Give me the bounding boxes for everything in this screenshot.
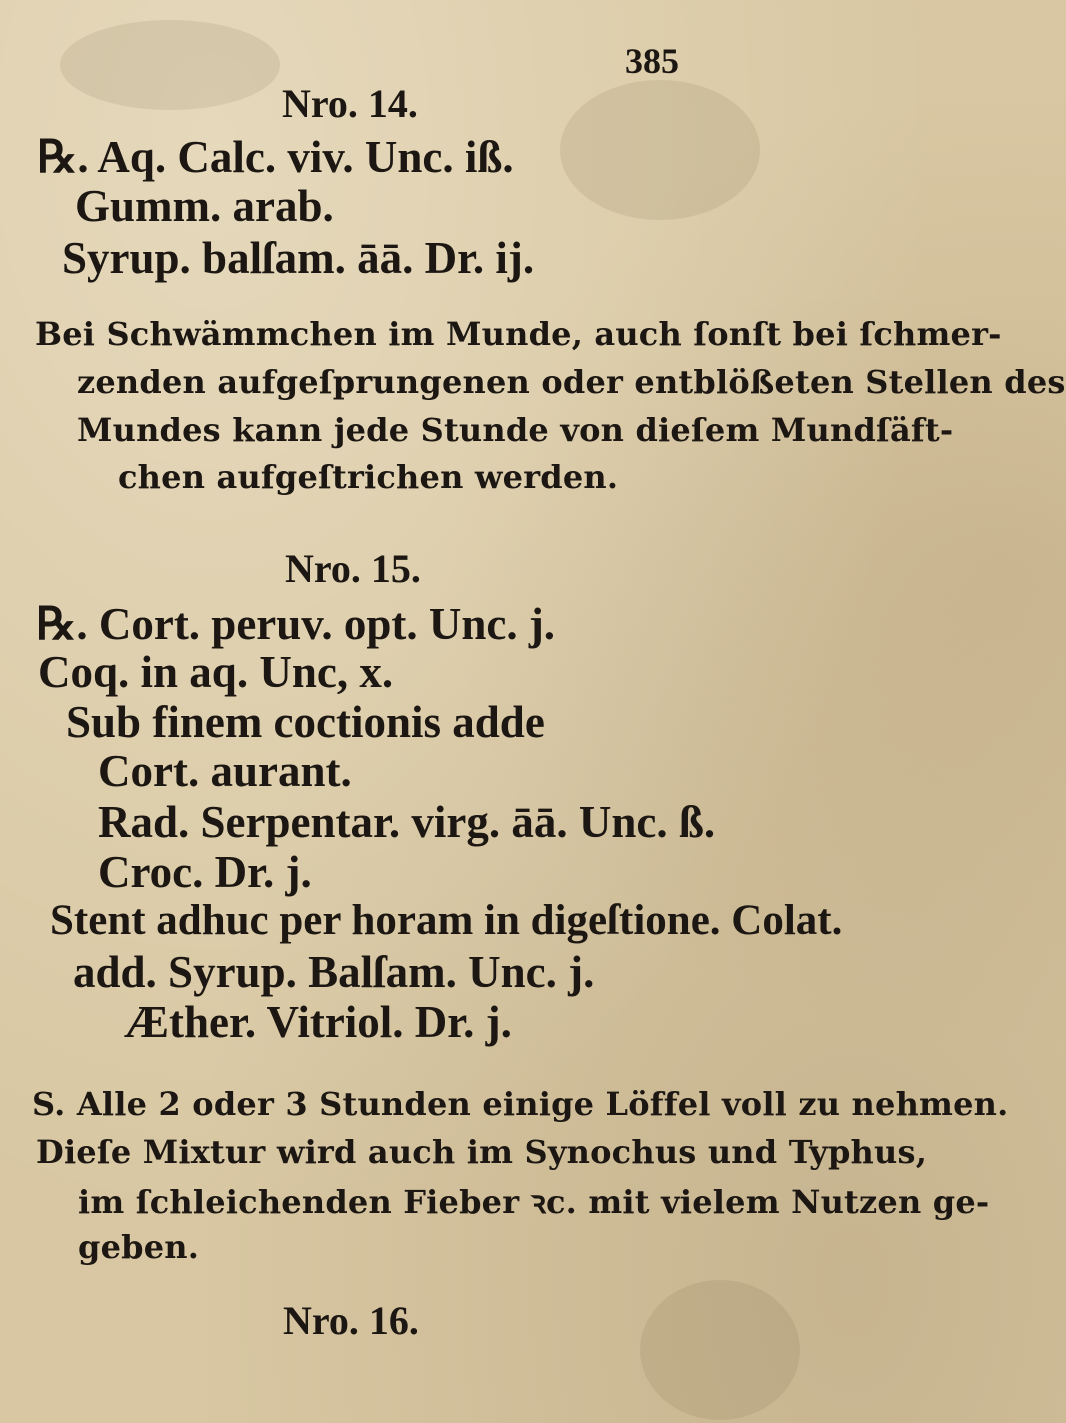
recipe-line: ℞. Aq. Calc. viv. Unc. iß.	[37, 132, 514, 182]
paper-stain	[560, 80, 760, 220]
note-line: Bei Schwämmchen im Munde, auch ſonſt bei ſchmer-	[35, 315, 1002, 353]
section-heading: Nro. 15.	[285, 546, 421, 591]
page-number: 385	[625, 41, 679, 81]
recipe-line: Gumm. arab.	[75, 181, 334, 231]
recipe-line: Croc. Dr. j.	[98, 847, 312, 897]
recipe-line: Stent adhuc per horam in digeſtione. Colat.	[50, 897, 843, 944]
note-line: Dieſe Mixtur wird auch im Synochus und Typhus,	[36, 1133, 928, 1171]
recipe-line: ℞. Cort. peruv. opt. Unc. j.	[36, 599, 556, 649]
recipe-line: add. Syrup. Balſam. Unc. j.	[73, 947, 595, 997]
note-line: im ſchleichenden Fieber ꝛc. mit vielem Nutzen ge-	[78, 1183, 990, 1221]
section-heading: Nro. 16.	[283, 1298, 419, 1343]
section-heading: Nro. 14.	[282, 81, 418, 126]
recipe-line: Rad. Serpentar. virg. āā. Unc. ß.	[98, 797, 716, 847]
note-line: chen aufgeſtrichen werden.	[118, 458, 619, 496]
recipe-line: Cort. aurant.	[98, 746, 352, 796]
recipe-line: Æther. Vitriol. Dr. j.	[124, 997, 512, 1047]
recipe-line: Sub finem coctionis adde	[66, 697, 545, 747]
note-line: S. Alle 2 oder 3 Stunden einige Löffel voll zu nehmen.	[32, 1085, 1009, 1123]
note-line: geben.	[78, 1228, 200, 1266]
note-line: Mundes kann jede Stunde von dieſem Mundſäft-	[77, 411, 954, 449]
recipe-line: Syrup. balſam. āā. Dr. ij.	[62, 233, 535, 283]
paper-stain	[60, 20, 280, 110]
note-line: zenden aufgeſprungenen oder entblößeten Stellen des	[77, 363, 1066, 401]
recipe-line: Coq. in aq. Unc, x.	[38, 647, 394, 697]
paper-stain	[640, 1280, 800, 1420]
